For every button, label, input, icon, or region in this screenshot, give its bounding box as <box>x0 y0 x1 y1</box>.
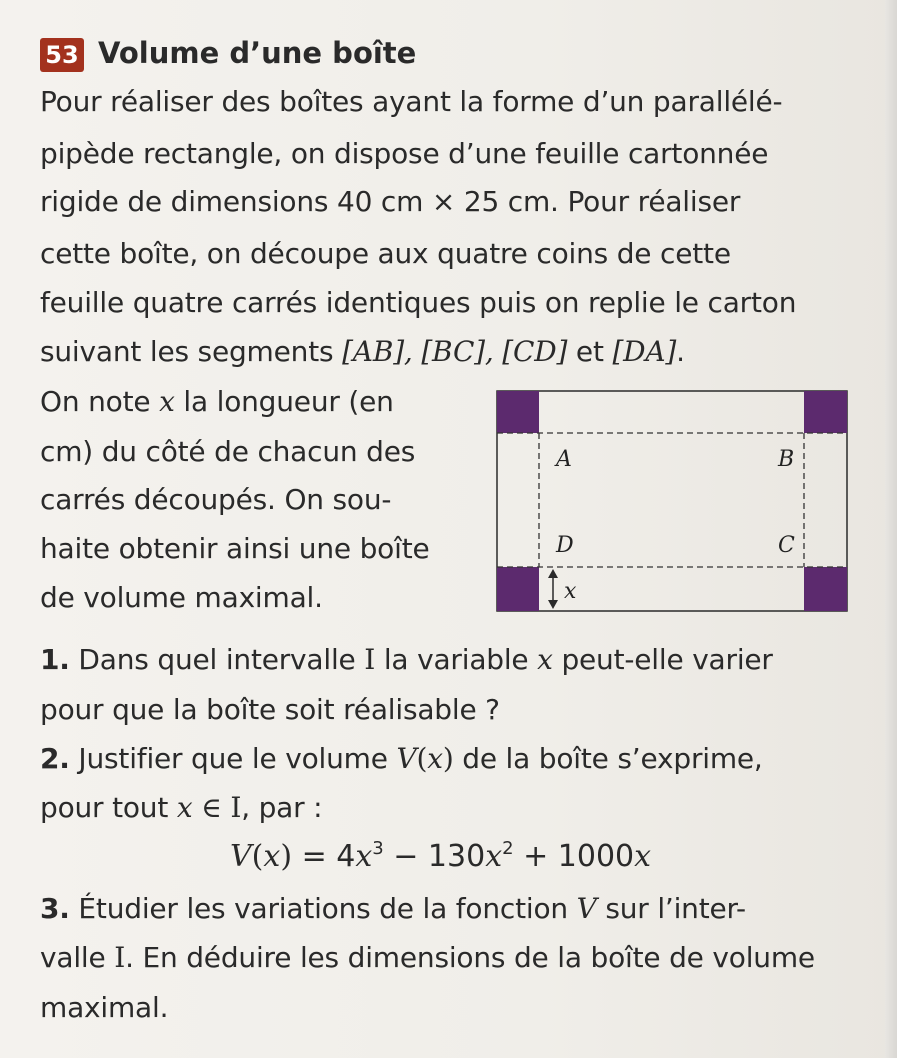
corner-square-bottom-right <box>804 567 847 611</box>
q2-text-pour-tout: pour tout <box>40 791 177 824</box>
q1-text-e: peut-elle varier <box>552 643 773 676</box>
corner-square-top-right <box>804 391 847 433</box>
question-3-number: 3. <box>40 892 70 925</box>
q2-text-par: , par : <box>241 791 323 824</box>
label-a: A <box>556 447 572 472</box>
q3-interval-i: I <box>114 941 126 974</box>
label-x: x <box>564 579 577 604</box>
intro-line-6-e: . <box>676 335 685 368</box>
question-2-line-1 <box>40 743 763 775</box>
formula-exp2: 2 <box>502 838 514 859</box>
question-1-number: 1. <box>40 643 70 676</box>
q2-var-x: x <box>427 742 443 775</box>
formula-eq: = 4 <box>292 839 356 874</box>
q2-text-a: Justifier que le volume <box>69 742 397 775</box>
intro-line-1: Pour réaliser des boîtes ayant la forme d’un parallélé- <box>40 85 783 118</box>
intro-line-5: feuille quatre carrés identiques puis on replie le carton <box>40 286 797 319</box>
intro-line-3-c: . Pour réaliser <box>550 185 741 218</box>
q3-text-a: Étudier les variations de la fonction <box>69 892 577 925</box>
question-3-line-1 <box>40 893 746 925</box>
question-1-line-2: pour que la boîte soit réalisable ? <box>40 693 500 726</box>
formula-x2: x <box>485 839 503 874</box>
side-line-5: de volume maximal. <box>40 581 323 614</box>
formula-x: x <box>263 839 281 874</box>
label-b: B <box>778 447 795 472</box>
exercise-title: Volume d’une boîte <box>98 36 417 70</box>
x-arrow-down-icon <box>548 600 558 609</box>
formula-v: V <box>230 839 252 874</box>
intro-line-2: pipède rectangle, on dispose d’une feuille cartonnée <box>40 137 769 170</box>
q2-forall-x: x <box>176 791 193 824</box>
q3-text-c: sur l’inter- <box>596 892 746 925</box>
formula-x3: x <box>355 839 373 874</box>
q3-text-valle: valle <box>40 941 115 974</box>
q2-text-f: de la boîte s’exprime, <box>453 742 763 775</box>
cardboard-figure <box>496 390 848 612</box>
side-line-1-c: la longueur (en <box>174 385 394 418</box>
q1-text-c: la variable <box>375 643 538 676</box>
side-line-2: cm) du côté de chacun des <box>40 435 416 468</box>
q1-text-a: Dans quel intervalle <box>69 643 365 676</box>
side-line-1 <box>40 386 394 418</box>
formula-open: ( <box>251 839 264 874</box>
side-line-3: carrés découpés. On sou- <box>40 483 392 516</box>
q3-var-v: V <box>576 892 597 925</box>
q2-paren-open: ( <box>416 742 428 775</box>
intro-line-6 <box>40 336 685 368</box>
formula-x1: x <box>634 839 652 874</box>
side-line-1-a: On note <box>40 385 160 418</box>
question-1-line-1 <box>40 644 773 676</box>
formula-end: + 1000 <box>513 839 635 874</box>
question-3-line-2 <box>40 942 815 974</box>
intro-line-3-a: rigide de dimensions <box>40 185 337 218</box>
q3-text-deduire: . En déduire les dimensions de la boîte de volume <box>125 941 815 974</box>
q1-var-x: x <box>537 643 553 676</box>
formula-mid: − 130 <box>383 839 486 874</box>
page-edge <box>885 0 897 1058</box>
corner-square-top-left <box>497 391 539 433</box>
formula-close: ) <box>280 839 293 874</box>
corner-square-bottom-left <box>497 567 539 611</box>
question-2-number: 2. <box>40 742 70 775</box>
q2-var-v: V <box>396 742 417 775</box>
volume-formula <box>230 838 651 874</box>
formula-exp3: 3 <box>372 838 384 859</box>
question-3-line-3: maximal. <box>40 991 169 1024</box>
intro-line-4: cette boîte, on découpe aux quatre coins de cette <box>40 237 731 270</box>
sheet-dimensions: 40 cm × 25 cm <box>336 185 551 218</box>
label-d: D <box>556 533 574 558</box>
q1-interval-i: I <box>364 643 376 676</box>
q2-paren-close: ) <box>442 742 454 775</box>
label-c: C <box>778 533 795 558</box>
side-var-x: x <box>159 385 175 418</box>
segment-da: [DA] <box>612 335 677 368</box>
segments-list: [AB], [BC], [CD] <box>342 335 568 368</box>
q2-in-i: ∈ I <box>192 791 242 824</box>
intro-line-6-c: et <box>567 335 613 368</box>
intro-line-3 <box>40 186 740 218</box>
intro-line-6-a: suivant les segments <box>40 335 343 368</box>
side-line-4: haite obtenir ainsi une boîte <box>40 532 430 565</box>
question-2-line-2 <box>40 792 322 824</box>
x-arrow-up-icon <box>548 569 558 578</box>
exercise-number-badge: 53 <box>40 38 84 72</box>
